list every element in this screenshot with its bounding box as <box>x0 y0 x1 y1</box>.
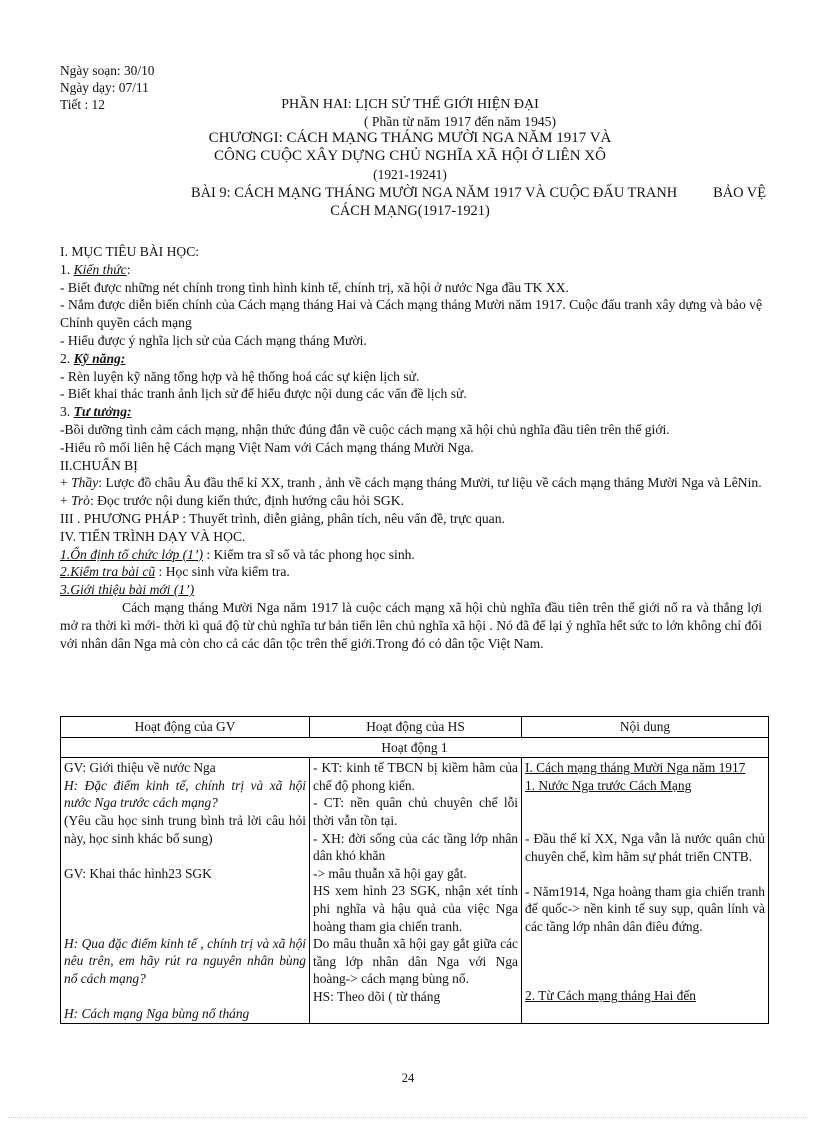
num: 2. <box>60 350 74 366</box>
teacher-label: Thầy <box>71 475 99 491</box>
hs-follow: HS: Theo dõi ( từ tháng <box>313 988 441 1004</box>
student-label: Trò <box>71 493 90 509</box>
prep-teacher <box>60 474 762 492</box>
header-student-activity: Hoạt động của HS <box>310 717 522 738</box>
chapter-years: (1921-19241) <box>373 167 447 182</box>
gv-question-1: H: Đặc điểm kinh tế, chính trị và xã hội nước Nga trước cách mạng? <box>64 777 306 811</box>
step-3 <box>60 581 762 599</box>
gv-intro: GV: Giới thiệu về nước Nga <box>64 760 216 776</box>
gv-question-2: H: Qua đặc điểm kinh tế , chính trị và xã hội nêu trên, em hãy rút ra nguyên nhân bùng nổ cách mạng? <box>64 935 306 986</box>
skills-item-2: - Biết khai thác tranh ảnh lịch sử để hiểu được nội dung các vấn đề lịch sử. <box>60 386 467 402</box>
hs-economy: - KT: kinh tế TBCN bị kiềm hãm của chế độ phong kiến. <box>313 760 518 793</box>
knowledge-item-3: - Hiểu được ý nghĩa lịch sử của Cách mạng tháng Mười. <box>60 332 367 348</box>
hs-image-observation: HS xem hình 23 SGK, nhận xét tính phi nghĩa và hậu quả của việc Nga hoàng tham gia chiến tranh. <box>313 883 518 934</box>
table-row <box>61 758 769 1024</box>
skills-item-1: - Rèn luyện kỹ năng tổng hợp và hệ thống hoá các sự kiện lịch sử. <box>60 368 420 384</box>
subsection-skills <box>60 350 762 368</box>
lesson-body <box>60 243 762 652</box>
chapter-title-line1: CHƯƠNGI: CÁCH MẠNG THÁNG MƯỜI NGA NĂM 1917 VÀ <box>208 130 612 146</box>
plus: + <box>60 493 72 509</box>
period-number: Tiết : 12 <box>60 97 105 112</box>
prep-student <box>60 492 762 510</box>
table-header-row <box>61 717 769 738</box>
page-edge-divider <box>8 1117 808 1118</box>
hs-conclusion: -> mâu thuẫn xã hội gay gắt. <box>313 865 467 881</box>
knowledge-item-1: - Biết được những nét chính trong tình hình kinh tế, chính trị, xã hội ở nước Nga đầu TK XX. <box>60 279 569 295</box>
num: 3. <box>60 404 74 420</box>
content-subsection-1: 1. Nước Nga trước Cách Mạng <box>525 777 692 793</box>
step-2-text: : Học sinh vừa kiểm tra. <box>155 564 290 580</box>
subsection-knowledge <box>60 261 762 279</box>
header-content: Nội dung <box>522 717 769 738</box>
activity-table <box>60 716 769 1024</box>
part-subtitle: ( Phần từ năm 1917 đến năm 1945) <box>364 114 556 129</box>
gv-note: (Yêu cầu học sinh trung bình trả lời câu hỏi này, học sinh khác bổ sung) <box>64 812 306 846</box>
activity-label: Hoạt động 1 <box>61 737 769 758</box>
section-process-title: IV. TIẾN TRÌNH DẠY VÀ HỌC. <box>60 528 246 544</box>
num: 1. <box>60 261 74 277</box>
attitude-item-2: -Hiểu rõ mối liên hệ Cách mạng Việt Nam với Cách mạng tháng Mười Nga. <box>60 439 474 455</box>
intro-paragraph: Cách mạng tháng Mười Nga năm 1917 là cuộc cách mạng xã hội chủ nghĩa đầu tiên trên thế giới nổ ra và thắng lợi mở ra thời kì mới- thời kì quá độ từ chủ nghĩa tư bản tiến lên chủ nghĩa xã hội . Nó đã để lại ý nghĩa hết sức to lớn không chỉ đối với nhân dân Nga mà còn cho cả các dân tộc trên thế giới.Trong đó có dân tộc Việt Nam. <box>60 599 762 651</box>
activity-row <box>61 737 769 758</box>
section-objectives-title: I. MỤC TIÊU BÀI HỌC: <box>60 244 200 259</box>
part-title: PHẦN HAI: LỊCH SỬ THẾ GIỚI HIỆN ĐẠI <box>281 97 539 112</box>
content-column <box>522 758 769 1024</box>
gv-activity-2: GV: Khai thác hình23 SGK <box>64 866 212 882</box>
teacher-column <box>61 758 310 1024</box>
student-column <box>310 758 522 1024</box>
content-subsection-2: 2. Từ Cách mạng tháng Hai đến <box>525 988 697 1004</box>
content-point-2: - Năm1914, Nga hoàng tham gia chiến tranh đế quốc-> nền kinh tế suy sụp, quân lính và các tầng lớp nhân dân điêu đứng. <box>525 883 765 934</box>
hs-politics: - CT: nền quân chủ chuyên chế lỗi thời vẫn tồn tại. <box>313 795 518 828</box>
step-2 <box>60 563 762 581</box>
step-1 <box>60 546 762 564</box>
step-3-label: 3.Giới thiệu bài mới (1’) <box>60 582 195 598</box>
gv-question-3: H: Cách mạng Nga bùng nổ tháng <box>64 1005 250 1021</box>
plus: + <box>60 475 72 491</box>
date-prepared: Ngày soạn: 30/10 <box>60 63 155 78</box>
step-1-text: : Kiểm tra sĩ số và tác phong học sinh. <box>203 546 415 562</box>
page-number: 24 <box>401 1071 415 1085</box>
hs-cause: Do mâu thuẫn xã hội gay gắt giữa các tầng lớp nhân dân Nga với Nga hoàng-> cách mạng bùng nổ. <box>313 936 518 987</box>
colon: : <box>126 261 131 277</box>
attitude-item-1: -Bồi dưỡng tình cảm cách mạng, nhận thức đúng đắn về cuộc cách mạng xã hội chủ nghĩa đầu tiên trên thế giới. <box>60 421 670 437</box>
step-1-label: 1.Ổn định tổ chức lớp (1’) <box>60 546 204 562</box>
step-2-label: 2.Kiểm tra bài cũ <box>60 564 156 580</box>
knowledge-item-2: - Nắm được diễn biến chính của Cách mạng tháng Hai và Cách mạng tháng Mười năm 1917. Cuộc đấu tranh xây dựng và bảo vệ Chính quyền cách mạng <box>60 297 762 331</box>
subsection-attitude <box>60 403 762 421</box>
attitude-label: Tư tưởng: <box>73 404 132 420</box>
hs-society: - XH: đời sống của các tầng lớp nhân dân khó khăn <box>313 830 518 864</box>
teacher-text: : Lược đồ châu Âu đầu thế kỉ XX, tranh , ảnh về cách mạng tháng Mười, tư liệu về cách mạng tháng Mười Nga và LêNin. <box>98 475 762 491</box>
section-method: III . PHƯƠNG PHÁP : Thuyết trình, diễn giảng, phân tích, nêu vấn đề, trực quan. <box>60 510 505 526</box>
content-point-1: - Đầu thế kỉ XX, Nga vẫn là nước quân chủ chuyên chế, kìm hãm sự phát triển CNTB. <box>525 831 765 864</box>
lesson-title-line2: CÁCH MẠNG(1917-1921) <box>330 203 490 219</box>
section-preparation-title: II.CHUẨN BỊ <box>60 457 138 473</box>
student-text: : Đọc trước nội dung kiến thức, định hướng câu hỏi SGK. <box>89 493 404 509</box>
skills-label: Kỹ năng: <box>73 350 126 366</box>
header-teacher-activity: Hoạt động của GV <box>61 717 310 738</box>
lesson-title-line1: BÀI 9: CÁCH MẠNG THÁNG MƯỜI NGA NĂM 1917 VÀ CUỘC ĐẤU TRANH BẢO VỆ <box>191 185 766 201</box>
date-taught: Ngày dạy: 07/11 <box>60 80 149 95</box>
knowledge-label: Kiến thức <box>73 261 127 277</box>
chapter-title-line2: CÔNG CUỘC XÂY DỰNG CHỦ NGHĨA XÃ HỘI Ở LIÊN XÔ <box>214 148 606 164</box>
content-section-1: I. Cách mạng tháng Mười Nga năm 1917 <box>525 760 746 776</box>
